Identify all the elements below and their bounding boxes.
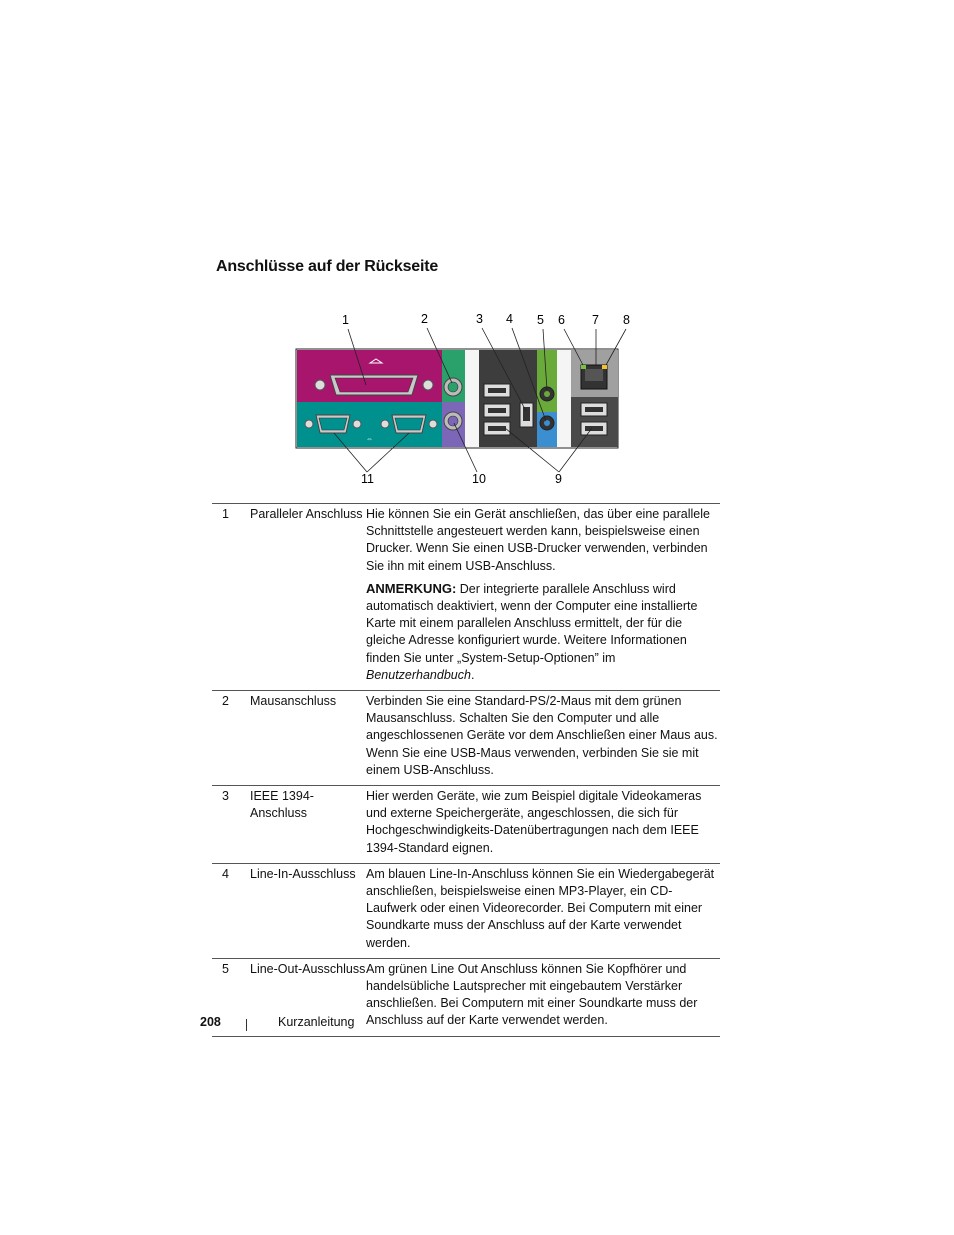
row-number: 5 (222, 961, 229, 976)
description-text: Hier werden Geräte, wie zum Beispiel digitale Videokameras und externe Speichergeräte, angeschlossen, die sich für Hochgeschwindigkeits-Datenübertragungen nach dem IEEE 1394-Standard eignen. (366, 789, 702, 855)
table-row (212, 504, 720, 691)
page-title: Anschlüsse auf der Rückseite (216, 258, 439, 275)
footer-title: Kurzanleitung (278, 1015, 355, 1029)
ports-table (212, 503, 720, 1037)
row-description (366, 691, 720, 786)
callout-11: 11 (361, 472, 374, 486)
callout-3: 3 (476, 312, 483, 326)
row-description (366, 504, 720, 691)
row-number: 3 (222, 789, 229, 804)
footer-separator (246, 1019, 247, 1031)
callout-5: 5 (537, 313, 544, 327)
note-text: Der integrierte parallele Anschluss wird automatisch deaktiviert, wenn der Computer eine installierte Karte mit einem parallelen Anschluss ermittelt, der für die gleiche Adresse konfiguriert wurde. Weitere Informationen finden Sie unter „System-Setup-Optionen” im (366, 581, 698, 665)
audio-green-section (537, 350, 557, 412)
row-connector-name: Line-In-Ausschluss (250, 866, 356, 881)
row-connector-name: Paralleler Anschluss (250, 507, 363, 521)
row-number: 1 (222, 507, 229, 521)
note-end: . (470, 667, 475, 682)
row-description (366, 786, 720, 864)
page-number: 208 (200, 1015, 221, 1029)
note-italic: Benutzerhandbuch (366, 667, 471, 682)
description-text: Am grünen Line Out Anschluss können Sie Kopfhörer und handelsübliche Lautsprecher mit eingebautem Verstärker anschließen. Bei Computern mit einer Soundkarte muss der Anschluss auf der Karte verwendet werden. (366, 961, 698, 1028)
row-connector-name: Mausanschluss (250, 694, 337, 709)
row-connector-name: IEEE 1394-Anschluss (250, 789, 314, 821)
description-text: Hie können Sie ein Gerät anschließen, das über eine parallele Schnittstelle angesteuert werden kann, beispielsweise einen Drucker. Wenn Sie einen USB-Drucker verwenden, verbinden Sie ihn mit einem USB-Anschluss. (366, 507, 710, 573)
callout-2: 2 (421, 312, 428, 326)
back-panel-diagram (290, 305, 635, 497)
description-text: Am blauen Line-In-Anschluss können Sie ein Wiedergabegerät anschließen, beispielsweise einen MP3-Player, ein CD-Laufwerk oder einen Videorecorder. Bei Computern mit einer Soundkarte muss der Anschluss auf der Karte verwendet werden. (366, 866, 715, 950)
network-activity-light (602, 365, 607, 369)
callout-10: 10 (472, 472, 486, 486)
row-description (366, 863, 720, 958)
callout-8: 8 (623, 313, 630, 327)
row-number: 2 (222, 694, 229, 709)
serial-icon: ⇔ (366, 436, 373, 443)
row-description (366, 958, 720, 1036)
table-row (212, 786, 720, 864)
note (366, 580, 720, 684)
note-label: ANMERKUNG: (366, 580, 457, 596)
description-text: Verbinden Sie eine Standard-PS/2-Maus mit dem grünen Mausanschluss. Schalten Sie den Computer und alle angeschlossenen Geräte vor dem Anschließen einer Maus aus. Wenn Sie eine USB-Maus verwenden, verbinden Sie sie mit einem USB-Anschluss. (366, 694, 718, 777)
callout-4: 4 (506, 312, 513, 326)
callout-9: 9 (555, 472, 562, 486)
network-integrity-light (581, 365, 586, 369)
row-number: 4 (222, 866, 229, 881)
callout-1: 1 (342, 313, 349, 327)
callout-7: 7 (592, 313, 599, 327)
table-row (212, 691, 720, 786)
row-connector-name: Line-Out-Ausschluss (250, 961, 366, 976)
callout-6: 6 (558, 313, 565, 327)
table-row (212, 863, 720, 958)
